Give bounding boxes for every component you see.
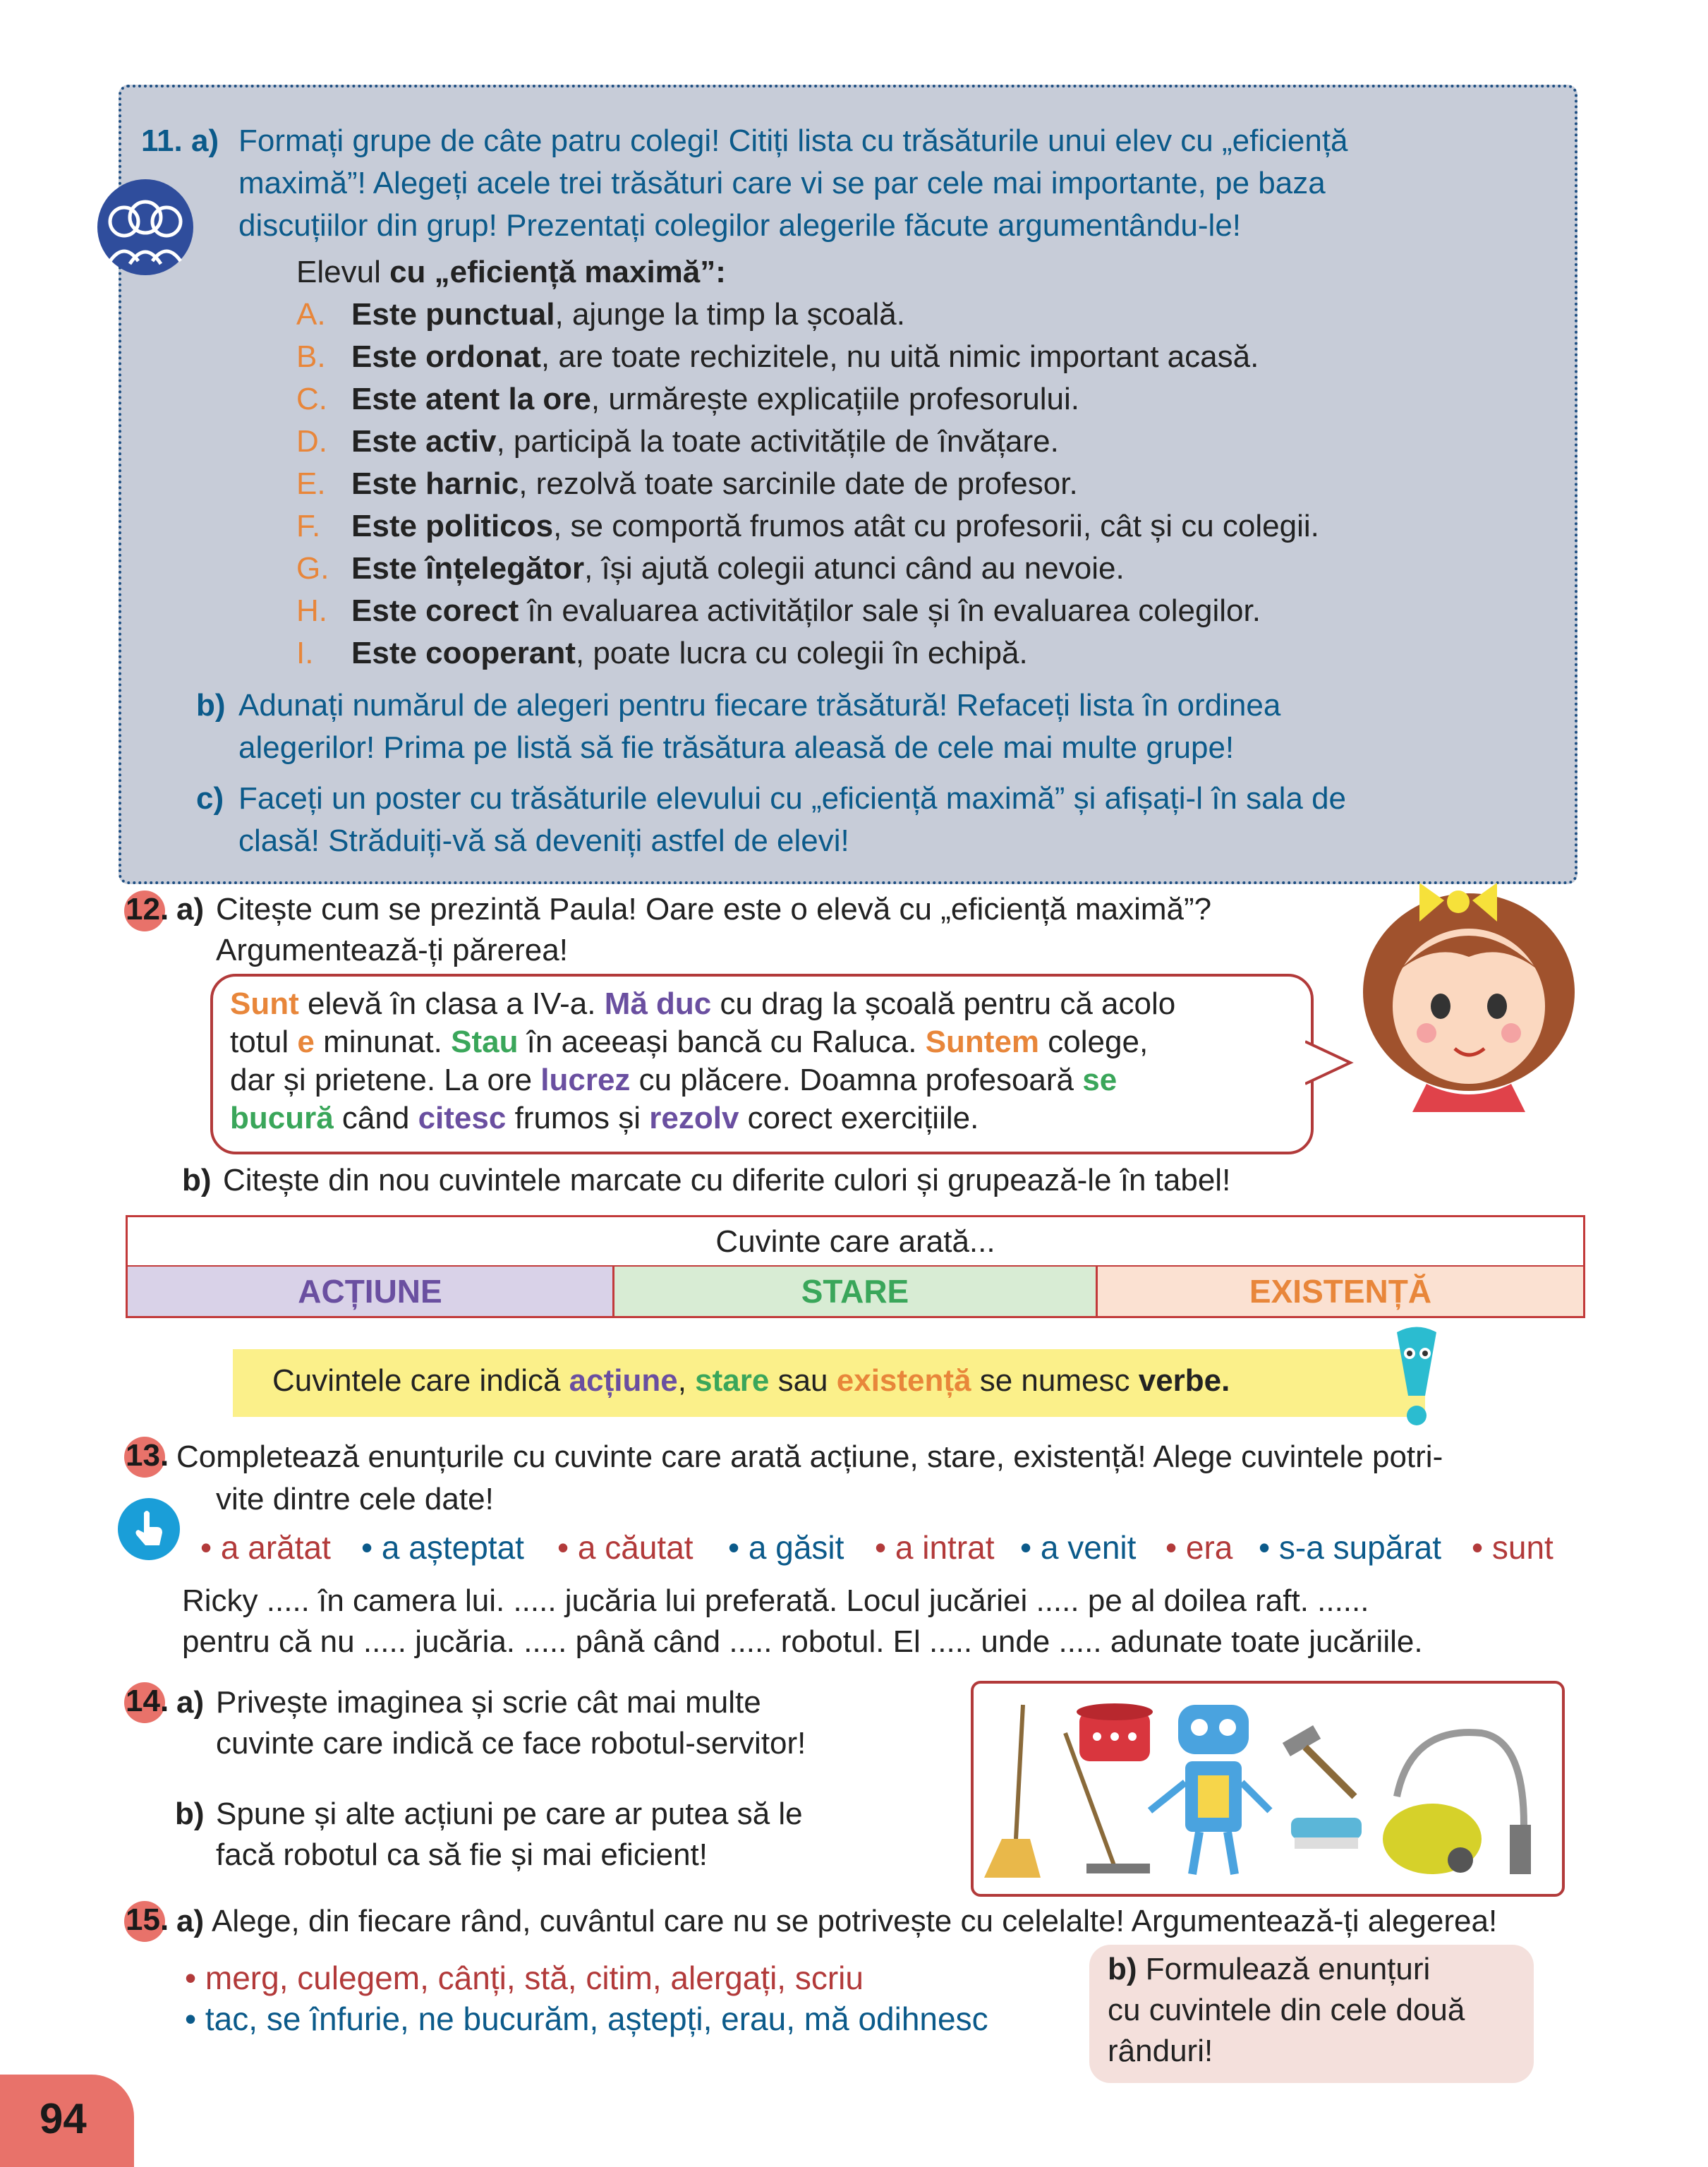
trait-item-g: G. Este înțelegător, își ajută colegii atunci când au nevoie. (296, 551, 1125, 586)
option-3: • a căutat (557, 1529, 694, 1566)
vacuum-cleaner-icon (1383, 1732, 1531, 1874)
robot-illustration (1150, 1705, 1270, 1874)
trait-item-f: F. Este politicos, se comportă frumos atât cu profesorii, cât și cu colegii. (296, 509, 1319, 543)
ex13-line-2: vite dintre cele date! (216, 1482, 494, 1516)
ex12-b-text: Citește din nou cuvintele marcate cu diferite culori și grupează-le în tabel! (223, 1163, 1231, 1197)
bubble-tail (1305, 1034, 1355, 1094)
table-col-actiune: ACȚIUNE (128, 1267, 612, 1316)
trait-item-c: C. Este atent la ore, urmărește explicațiile profesorului. (296, 382, 1079, 416)
trait-item-a: A. Este punctual, ajunge la timp la școală. (296, 297, 906, 332)
ex15-a-text: Alege, din fiecare rând, cuvântul care nu se potrivește cu celelalte! Argumentează-ți alegerea! (212, 1904, 1498, 1938)
pot-icon (1077, 1703, 1153, 1761)
ex15-row-2: • tac, se înfurie, ne bucurăm, aștepți, erau, mă odihnesc (185, 2000, 988, 2037)
ex12-a-line-1: Citește cum se prezintă Paula! Oare este o elevă cu „eficiență maximă”? (216, 892, 1212, 926)
ex11-c-line-1: Faceți un poster cu trăsăturile elevului cu „eficiență maximă” și afișați-l în sala de (238, 781, 1347, 816)
option-4: • a găsit (728, 1529, 844, 1566)
bubble-line-1: Sunt elevă în clasa a IV-a. Mă duc cu drag la școală pentru că acolo (230, 986, 1176, 1021)
page-number: 94 (40, 2095, 87, 2142)
ex14-a-line-2: cuvinte care indică ce face robotul-servitor! (216, 1726, 806, 1761)
exclamation-mascot-icon (1383, 1325, 1450, 1430)
brush-icon (1291, 1818, 1362, 1849)
option-8: • s-a supărat (1259, 1529, 1442, 1566)
bubble-line-4: bucură când citesc frumos și rezolv corect exercițiile. (230, 1101, 979, 1135)
ex15-b-line-1: b) Formulează enunțuri (1108, 1952, 1431, 1986)
ex11-number: 11. a) (141, 123, 219, 158)
ex11-a-line-1: Formați grupe de câte patru colegi! Citiți lista cu trăsăturile unui elev cu „eficiență (238, 123, 1348, 158)
ex14-a-label: a) (176, 1685, 205, 1720)
ex14-b-line-1: Spune și alte acțiuni pe care ar putea să le (216, 1797, 803, 1831)
rule-note-text: Cuvintele care indică acțiune, stare sau existență se numesc verbe. (272, 1363, 1230, 1398)
verb-table (126, 1215, 1585, 1318)
table-col-existenta: EXISTENȚĂ (1098, 1267, 1583, 1316)
trait-item-d: D. Este activ, participă la toate activitățile de învățare. (296, 424, 1059, 459)
ex11-c-label: c) (196, 781, 224, 816)
bubble-line-2: totul e minunat. Stau în aceeași bancă cu Raluca. Suntem colege, (230, 1025, 1149, 1059)
ex11-b-label: b) (196, 688, 226, 723)
hammer-icon (1283, 1725, 1355, 1797)
trait-item-i: I. Este cooperant, poate lucra cu colegii în echipă. (296, 636, 1028, 670)
ex13-line-1: Completează enunțurile cu cuvinte care arată acțiune, stare, existență! Alege cuvintele potri- (176, 1439, 1443, 1474)
ex11-a-line-3: discuțiilor din grup! Prezentați colegilor alegerile făcute argumentându-le! (238, 208, 1242, 243)
ex13-number: 13. (126, 1438, 169, 1473)
ex15-b-line-3: rânduri! (1108, 2034, 1213, 2068)
ex12-a-line-2: Argumentează-ți părerea! (216, 933, 568, 967)
ex13-text-line-1: Ricky ..... în camera lui. ..... jucăria lui preferată. Locul jucăriei ..... pe al doilea raft. ...... (182, 1583, 1369, 1618)
ex12-a-label: a) (176, 892, 205, 926)
ex14-b-line-2: facă robotul ca să fie și mai eficient! (216, 1837, 708, 1872)
ex15-number: 15. (126, 1902, 169, 1937)
ex14-b-label: b) (175, 1797, 205, 1831)
option-1: • a arătat (200, 1529, 331, 1566)
ex15-row-1: • merg, culegem, cânți, stă, citim, alergați, scriu (185, 1960, 864, 1996)
option-5: • a intrat (875, 1529, 995, 1566)
girl-illustration (1349, 872, 1589, 1112)
bubble-line-3: dar și prietene. La ore lucrez cu plăcere. Doamna profesoară se (230, 1063, 1118, 1097)
group-icon (96, 178, 195, 277)
ex15-b-line-2: cu cuvintele din cele două (1108, 1993, 1465, 2027)
option-7: • era (1165, 1529, 1233, 1566)
trait-item-b: B. Este ordonat, are toate rechizitele, nu uită nimic important acasă. (296, 339, 1259, 374)
ex14-a-line-1: Privește imaginea și scrie cât mai multe (216, 1685, 761, 1720)
option-9: • sunt (1472, 1529, 1553, 1566)
ex11-b-line-2: alegerilor! Prima pe listă să fie trăsătura aleasă de cele mai multe grupe! (238, 730, 1235, 765)
table-header: Cuvinte care arată... (128, 1217, 1583, 1267)
ex11-list-heading: Elevul cu „eficiență maximă”: (296, 255, 726, 289)
ex15-a-label: a) (176, 1904, 205, 1938)
ex12-number: 12. (126, 892, 169, 926)
trait-item-e: E. Este harnic, rezolvă toate sarcinile date de profesor. (296, 466, 1078, 501)
option-6: • a venit (1020, 1529, 1137, 1566)
ex14-number: 14. (126, 1684, 169, 1718)
trait-item-h: H. Este corect în evaluarea activităților sale și în evaluarea colegilor. (296, 593, 1261, 628)
ex11-b-line-1: Adunați numărul de alegeri pentru fiecare trăsătură! Refaceți lista în ordinea (238, 688, 1281, 723)
ex12-b-label: b) (182, 1163, 212, 1197)
option-2: • a așteptat (361, 1529, 524, 1566)
table-col-stare: STARE (612, 1267, 1098, 1316)
ex13-text-line-2: pentru că nu ..... jucăria. ..... până când ..... robotul. El ..... unde ..... adunate toate jucăriile. (182, 1624, 1423, 1659)
household-items-illustration (974, 1684, 1562, 1894)
ex11-a-line-2: maximă”! Alegeți acele trei trăsături care vi se par cele mai importante, pe baza (238, 166, 1326, 200)
broom-icon (984, 1705, 1041, 1878)
ex11-c-line-2: clasă! Străduiți-vă să deveniți astfel de elevi! (238, 823, 849, 858)
hand-pointer-icon (117, 1497, 181, 1561)
robot-image-frame (971, 1681, 1565, 1897)
